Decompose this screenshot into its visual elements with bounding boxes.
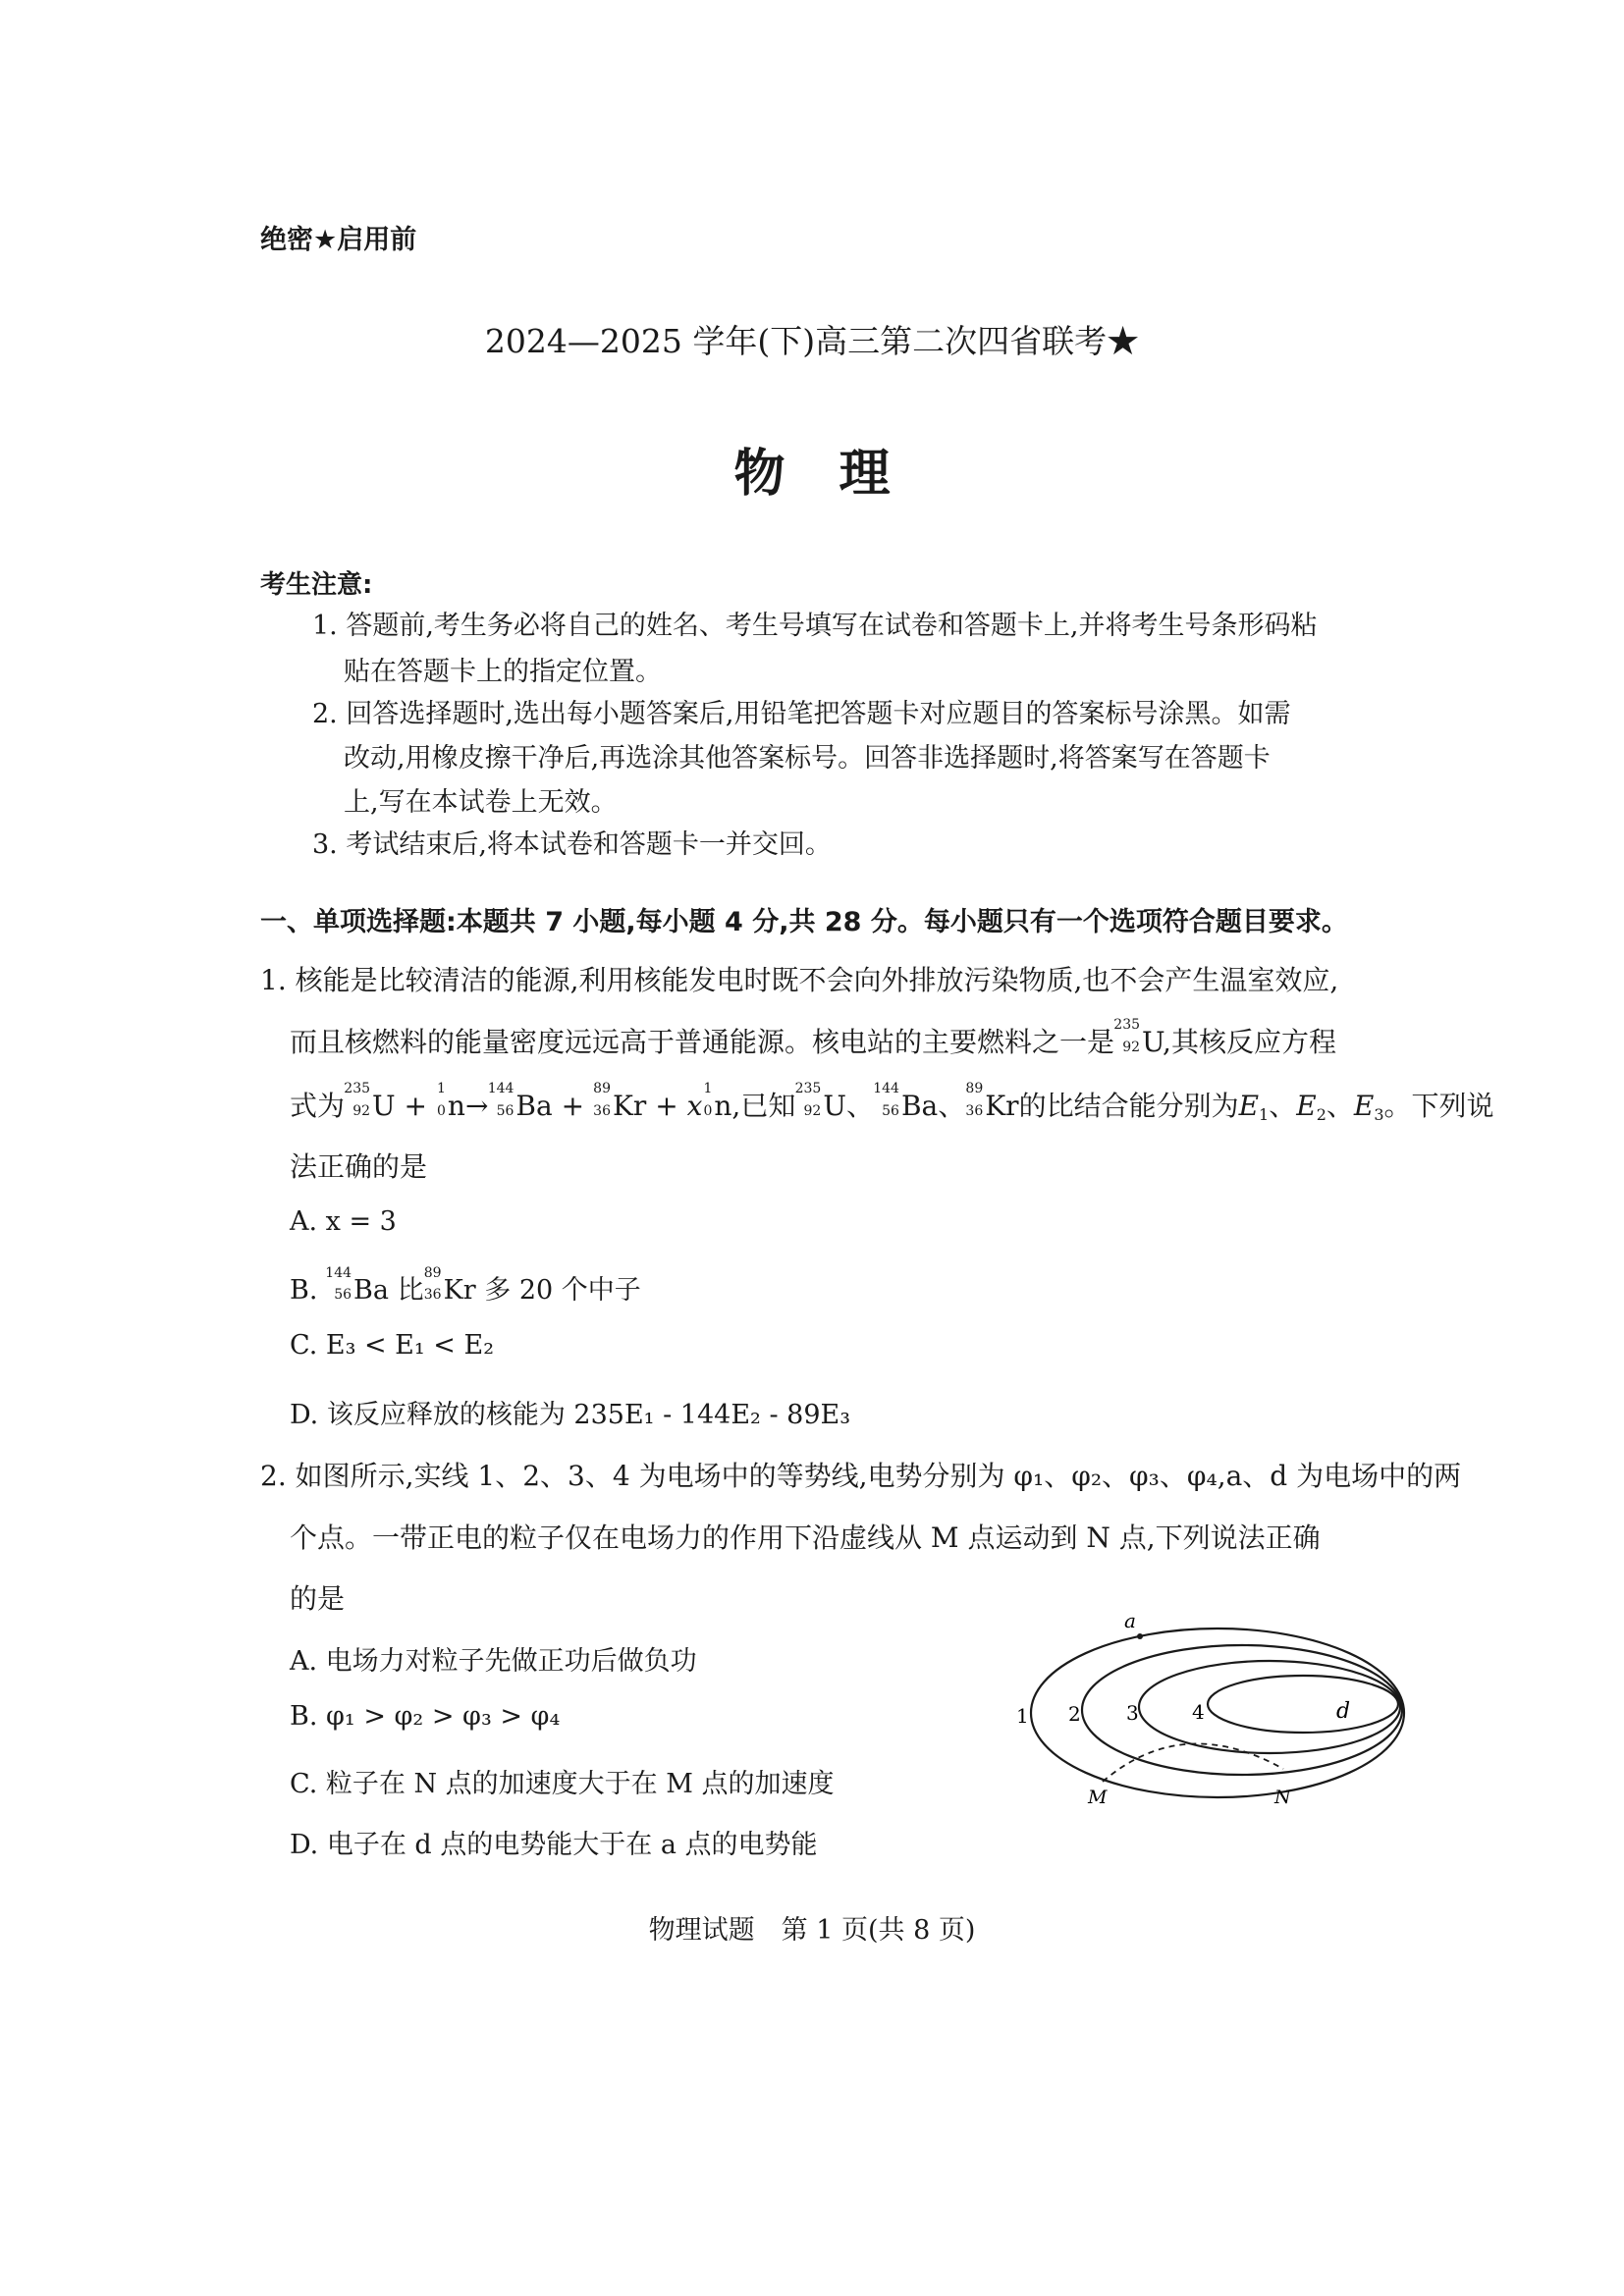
- q1-option-a: A. x = 3: [290, 1206, 397, 1237]
- point-d-label: d: [1336, 1699, 1351, 1724]
- q1-option-b: B. 144 56 Ba 比 89 36 Kr 多 20 个中子: [290, 1264, 641, 1306]
- q2-line: 2. 如图所示,实线 1、2、3、4 为电场中的等势线,电势分别为 φ₁、φ₂、φ₃、φ₄,a、d 为电场中的两: [260, 1460, 1462, 1492]
- exam-title: 2024—2025 学年(下)高三第二次四省联考★: [484, 322, 1140, 360]
- q1-text: 而且核燃料的能量密度远远高于普通能源。核电站的主要燃料之一是: [290, 1026, 1115, 1058]
- q1-line: 法正确的是: [290, 1150, 428, 1183]
- secret-label: 绝密★启用前: [260, 225, 417, 255]
- subject-title: 物理: [733, 445, 945, 504]
- q2-line: 个点。一带正电的粒子仅在电场力的作用下沿虚线从 M 点运动到 N 点,下列说法正确: [290, 1522, 1321, 1554]
- q1-line: [290, 1016, 1336, 1060]
- notice-line: 上,写在本试卷上无效。: [344, 787, 618, 818]
- particle-trajectory: [1103, 1743, 1283, 1782]
- line-label-1: 1: [1016, 1704, 1029, 1728]
- notice-line: 贴在答题卡上的指定位置。: [344, 657, 662, 687]
- section-heading: 一、单项选择题:本题共 7 小题,每小题 4 分,共 28 分。每小题只有一个选项符合题目要求。: [260, 907, 1348, 937]
- line-label-2: 2: [1068, 1702, 1081, 1726]
- q1-option-c: C. E₃ < E₁ < E₂: [290, 1330, 495, 1361]
- q2-option-d: D. 电子在 d 点的电势能大于在 a 点的电势能: [290, 1830, 818, 1860]
- q1-equation-line: 式为 235 92 U + 1 0 n→ 144 56 Ba + 89 36 Kr + x 1 0 n,已知 235 92 U、 144 56 Ba、 89 36 Kr的比结合能分别为E1、E2、E3。下列说: [290, 1080, 1494, 1124]
- notice-line: 2. 回答选择题时,选出每小题答案后,用铅笔把答题卡对应题目的答案标号涂黑。如需: [312, 699, 1291, 729]
- notice-title: 考生注意:: [260, 570, 373, 600]
- equipotential-line-4: [1208, 1676, 1398, 1733]
- point-n-label: N: [1274, 1787, 1291, 1808]
- q2-option-c: C. 粒子在 N 点的加速度大于在 M 点的加速度: [290, 1769, 835, 1799]
- line-label-4: 4: [1192, 1700, 1205, 1724]
- q2-line: 的是: [290, 1582, 346, 1615]
- point-a-marker: [1137, 1633, 1143, 1639]
- notice-line: 3. 考试结束后,将本试卷和答题卡一并交回。: [312, 829, 832, 860]
- nuclide-u: 235 92: [1113, 1016, 1141, 1055]
- point-a-label: a: [1124, 1610, 1136, 1632]
- equipotential-line-3: [1139, 1661, 1400, 1753]
- q1-line: 1. 核能是比较清洁的能源,利用核能发电时既不会向外排放污染物质,也不会产生温室效应,: [260, 964, 1339, 996]
- q2-option-b: B. φ₁ > φ₂ > φ₃ > φ₄: [290, 1701, 561, 1732]
- point-m-label: M: [1088, 1787, 1108, 1808]
- notice-line: 改动,用橡皮擦干净后,再选涂其他答案标号。回答非选择题时,将答案写在答题卡: [344, 743, 1271, 774]
- equipotential-diagram: [997, 1610, 1409, 1836]
- line-label-3: 3: [1126, 1701, 1139, 1725]
- q1-option-d: D. 该反应释放的核能为 235E₁ - 144E₂ - 89E₃: [290, 1400, 851, 1430]
- q1-text: U,其核反应方程: [1142, 1026, 1336, 1058]
- q2-option-a: A. 电场力对粒子先做正功后做负功: [290, 1646, 697, 1677]
- notice-line: 1. 答题前,考生务必将自己的姓名、考生号填写在试卷和答题卡上,并将考生号条形码粘: [312, 611, 1318, 641]
- page-footer: 物理试题 第 1 页(共 8 页): [648, 1915, 976, 1946]
